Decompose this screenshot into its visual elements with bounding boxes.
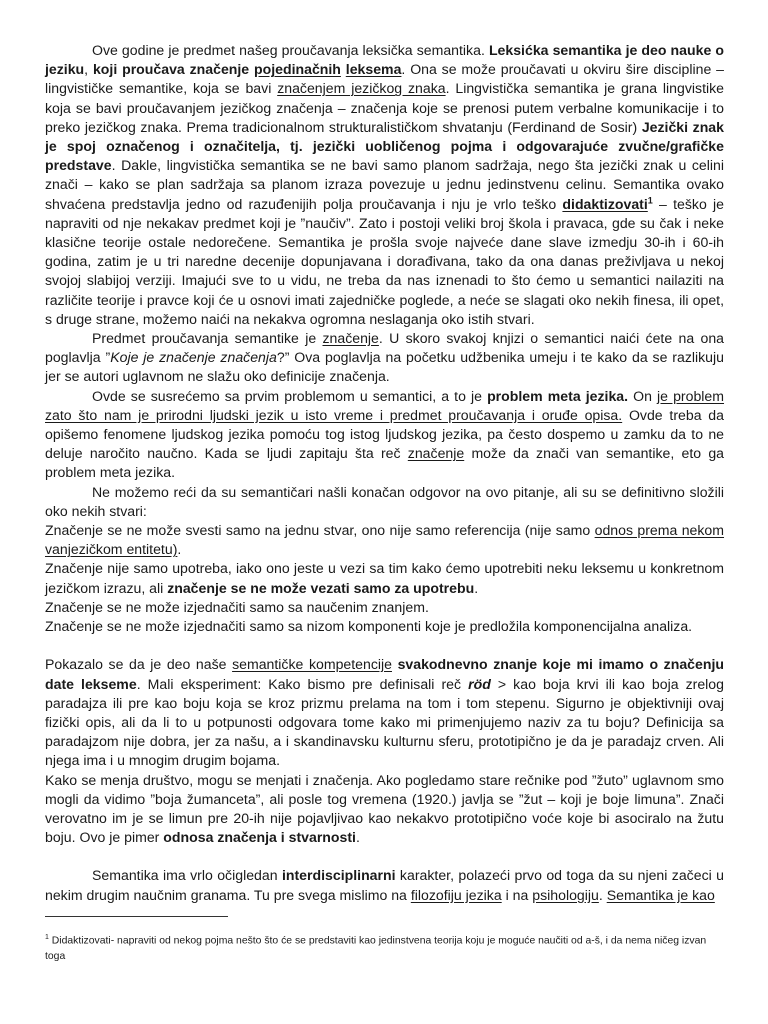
text-run: , xyxy=(84,61,93,78)
text-run: leksema xyxy=(345,61,402,78)
paragraph xyxy=(45,771,724,848)
text-run: . Dakle, lingvistička semantika se ne bavi samo planom sadržaja, nego šta jezički znak u celini znači – kako se plan sadržaja sa planom izraza povezuje u jednu jedinstvenu celinu. Semantika ovako shvaćena predstavlja jedno od razuđenijih polja proučavanja i nju je vrlo teško xyxy=(45,157,724,212)
text-run: Jezički znak je spoj označenog i označitelja, tj. jezički uobličenog pojma i odgovarajuće zvučne/grafičke predstave xyxy=(45,118,724,174)
text-run: . Lingvistička semantika je grana lingvistike koja se bavi proučavanjem jezičkog značenja – značenja koje se prenosi putem verbalne komunikacije i to preko jezičkog znaka. Prema tradicionalnom strukturalističkom shvatanju (Ferdinand de Sosir) xyxy=(45,80,724,135)
paragraph xyxy=(45,521,724,559)
paragraph xyxy=(45,866,724,904)
text-run: i na xyxy=(501,886,533,903)
text-run: röd xyxy=(468,675,491,692)
text-run: karakter, polazeći prvo od toga da su njeni začeci u nekim drugim naučnim granama. Tu pre svega mislimo na xyxy=(45,867,724,903)
text-run: Značenje nije samo upotreba, iako ono jeste u vezi sa tim kako ćemo upotrebiti neku leksemu u konkretnom jezičkom izrazu, ali xyxy=(45,560,724,596)
text-run: odnosa značenja i stvarnosti xyxy=(163,829,356,846)
text-run: pojedinačnih xyxy=(254,61,341,78)
text-run: Leksićka semantika je deo nauke o jeziku xyxy=(45,42,724,78)
text-run: > kao boja krvi ili kao boja zrelog paradajza ili pre kao boju koja se kroz prizmu prelama na tom i tom stepenu. Sigurno je objektivniji ovaj fizički opis, ali da li to u potpunosti odgovara tome kako mi primenjujemo naziv za tu boju? Definicija sa paradajzom nije dobra, jer za našu, a i skandinavsku kulturnu sferu, prototipično je da je paradajz crven. Ali njega ima i u mnogim drugim bojama. xyxy=(45,675,724,769)
text-run: – teško je napraviti od nje nekakav predmet koji je ”naučiv”. Zato i postoji veliki broj škola i pravaca, gde su čak i neke klasične teorije ostale nedorečene. Semantika je prošla svoje najveće dane slave izmedju 30-ih i 60-ih godina, zatim je u tri naredne decenije dopunjavana i dorađivana, tako da ona danas preživljava u nekoj svojoj slabijoj verziji. Imajući sve to u vidu, ne treba da nas iznenadi to što ćemo u semantici nailaziti na različite teorije i pravce koji će u osnovi imati zajedničke poglede, a neće se slagati oko nekih finesa, ili opet, s druge strane, možemo naići na nekakva ogromna neslaganja oko istih stvari. xyxy=(45,195,724,327)
text-run: problem meta jezika. xyxy=(487,387,629,404)
text-run: Predmet proučavanja semantike je xyxy=(92,330,323,347)
paragraph xyxy=(45,483,724,521)
text-run: ?” Ova poglavlja na početku udžbenika umeju i te kako da se razlikuju jer se autori uglavnom ne slažu oko definicije značenja. xyxy=(45,349,724,385)
footnote-separator xyxy=(45,916,228,917)
paragraph xyxy=(45,387,724,483)
text-run: Značenje se ne može izjednačiti samo sa nizom komponenti koje je predložila komponencijalna analiza. xyxy=(45,618,693,635)
text-run: odnos prema nekom vanjezičkom entitetu) xyxy=(45,522,725,558)
text-run: Koje je značenje značenja xyxy=(110,349,277,366)
text-run: . Mali eksperiment: Kako bismo pre definisali reč xyxy=(136,675,469,692)
text-run: značenje xyxy=(407,445,465,462)
text-run: Ovde se susrećemo sa prvim problemom u semantici, a to je xyxy=(92,387,488,404)
text-run: . Ona se može proučavati u okviru šire discipline – lingvističke semantike, koja se bavi xyxy=(45,61,724,97)
footnote-reference: 1 xyxy=(647,194,653,205)
text-run: filozofiju jezika xyxy=(410,886,502,903)
text-run: . xyxy=(474,579,479,596)
footnote xyxy=(45,930,724,965)
text-run: Semantika ima vrlo očigledan xyxy=(92,867,282,884)
text-run: je problem zato što nam je prirodni ljudski jezik u isto vreme i predmet proučavanja i oruđe opisa. xyxy=(45,387,725,423)
text-run: psihologiju xyxy=(532,886,599,903)
footnote-text: Didaktizovati- napraviti od nekog pojma nešto što će se predstaviti kao jedinstvena teorija koju je moguće naučiti od a-š, i da nema ničeg izvan toga xyxy=(45,935,707,963)
body-text xyxy=(45,41,724,905)
text-run: Ove godine je predmet našeg proučavanja leksička semantika. xyxy=(92,42,489,58)
text-run: . U skoro svakoj knjizi o semantici naići ćete na ona poglavlja ” xyxy=(45,330,724,366)
paragraph xyxy=(45,41,724,329)
text-run: Značenje se ne može svesti samo na jednu stvar, ono nije samo referencija (nije samo xyxy=(45,522,595,539)
text-run: Semantika je kao xyxy=(606,886,715,903)
text-run: On xyxy=(628,387,658,404)
text-run: . xyxy=(598,886,607,903)
text-run: interdisciplinarni xyxy=(281,867,396,884)
text-run: značenje se ne može vezati samo za upotrebu xyxy=(167,579,475,596)
text-run: može da znači van semantike, eto ga problem meta jezika. xyxy=(45,445,724,481)
text-run: Ne možemo reći da su semantičari našli konačan odgovor na ovo pitanje, ali su se definitivno složili oko nekih stvari: xyxy=(45,483,724,519)
text-run: značenjem jezičkog znaka xyxy=(277,80,446,97)
paragraph xyxy=(45,617,724,636)
paragraph xyxy=(45,559,724,597)
paragraph xyxy=(45,329,724,387)
text-run: . xyxy=(355,829,360,846)
text-run: didaktizovati xyxy=(562,195,648,212)
text-run: koji proučava značenje xyxy=(92,61,254,78)
text-run: Značenje se ne može izjednačiti samo sa naučenim znanjem. xyxy=(45,598,429,615)
text-run: Pokazalo se da je deo naše xyxy=(45,656,233,673)
footnote-marker: 1 xyxy=(45,934,49,941)
text-run: . xyxy=(177,541,182,558)
text-run: Kako se menja društvo, mogu se menjati i značenja. Ako pogledamo stare rečnike pod ”žuto” uglavnom smo mogli da vidimo ”boja žumanceta”, ali posle tog vremena (1920.) javlja se ”žut – koji je boje limuna”. Znači verovatno im je se limun pre 20-ih nije pojavljivao kao nekakvo prototipično voće koje bi asociralo na žutu boju. Ovo je pimer xyxy=(45,771,724,846)
paragraph xyxy=(45,655,724,770)
text-run: svakodnevno znanje koje mi imamo o značenju date lekseme xyxy=(45,656,724,692)
paragraph xyxy=(45,598,724,617)
text-run: semantičke kompetencije xyxy=(232,656,392,673)
text-run: Ovde treba da opišemo fenomene ljudskog jezika pomoću tog istog ljudskog jezika, pa često dospemo u zamku da to ne deluje naročito naučno. Kada se ljudi zapitaju šta reč xyxy=(45,406,724,462)
text-run: značenje xyxy=(322,330,379,347)
